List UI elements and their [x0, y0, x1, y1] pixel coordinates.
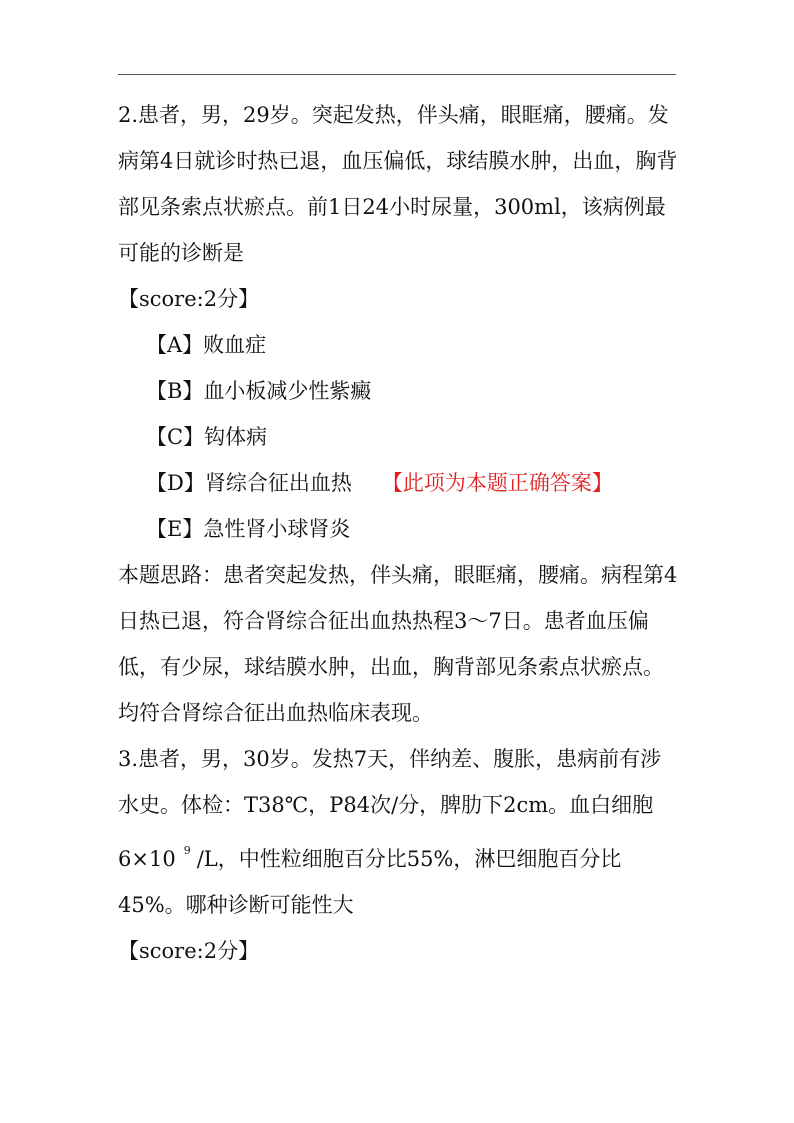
option-text: 钩体病	[204, 425, 268, 449]
header-rule	[118, 74, 676, 75]
question-2-option-d	[118, 460, 678, 506]
question-2-option-b	[118, 368, 678, 414]
option-key: 【E】	[146, 517, 204, 541]
question-3-text	[118, 736, 678, 928]
correct-answer-marker: 【此项为本题正确答案】	[381, 471, 613, 495]
question-3-text-part2: /L，中性粒细胞百分比55%，淋巴细胞百分比45%。哪种诊断可能性大	[118, 847, 622, 917]
option-key: 【A】	[146, 333, 204, 357]
option-key: 【D】	[146, 471, 205, 495]
option-text: 血小板减少性紫癜	[203, 379, 372, 403]
option-key: 【C】	[146, 425, 205, 449]
question-2-option-c	[118, 414, 678, 460]
document-body	[118, 92, 678, 974]
option-key: 【B】	[146, 379, 204, 403]
option-text: 肾综合征出血热	[204, 471, 352, 495]
question-2-score: 【score:2分】	[118, 287, 260, 311]
question-2-option-a	[118, 322, 678, 368]
option-text: 败血症	[203, 333, 267, 357]
question-2-explanation: 本题思路：患者突起发热，伴头痛，眼眶痛，腰痛。病程第4日热已退，符合肾综合征出血热热程3～7日。患者血压偏低，有少尿，球结膜水肿，出血，胸背部见条索点状瘀点。均符合肾综合征出血热临床表现。	[118, 563, 678, 725]
question-2-text: 2.患者，男，29岁。突起发热，伴头痛，眼眶痛，腰痛。发病第4日就诊时热已退，血压偏低，球结膜水肿，出血，胸背部见条索点状瘀点。前1日24小时尿量，300ml，该病例最可能的诊断是	[118, 103, 678, 265]
question-3-text-part1: 3.患者，男，30岁。发热7天，伴纳差、腹胀，患病前有涉水史。体检：T38℃，P84次/分，脾肋下2cm。血白细胞6×10	[118, 747, 662, 871]
question-2-option-e	[118, 506, 678, 552]
question-3-score: 【score:2分】	[118, 939, 260, 963]
exponent: 9	[183, 844, 191, 857]
option-text: 急性肾小球肾炎	[203, 517, 351, 541]
